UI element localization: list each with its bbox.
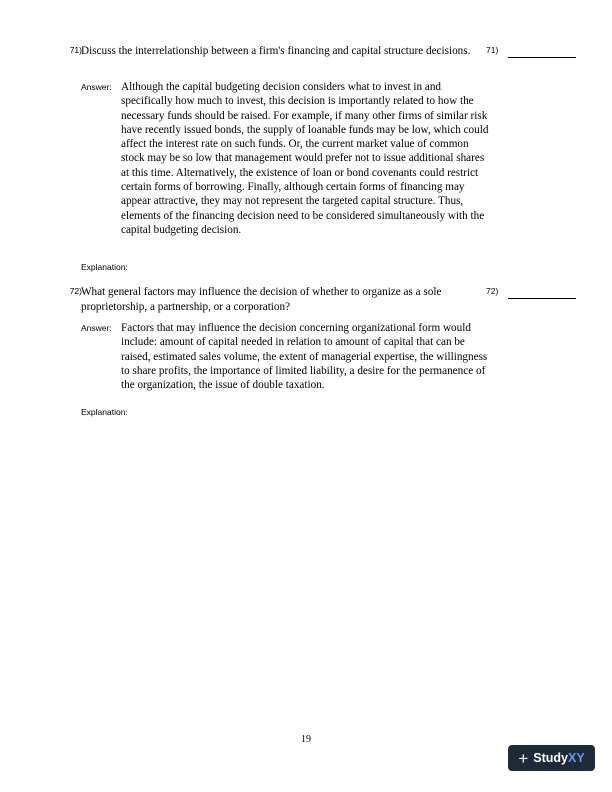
question-number: 71) xyxy=(69,45,82,55)
question-text: What general factors may influence the decision of whether to organize as a sole proprietorship, a partnership, or a corporation? xyxy=(81,286,442,313)
answer-ref-number: 71) xyxy=(486,45,499,55)
answer-ref-number: 72) xyxy=(486,286,499,296)
question-number: 72) xyxy=(69,286,82,296)
answer-blank-line xyxy=(508,57,576,58)
question-text: Discuss the interrelationship between a firm's financing and capital structure decisions. xyxy=(81,45,471,57)
page-number: 19 xyxy=(301,734,311,745)
studyxy-badge[interactable] xyxy=(508,745,595,771)
brand-prefix: Study xyxy=(533,751,568,765)
answer-blank-line xyxy=(508,298,576,299)
answer-text: Although the capital budgeting decision considers what to invest in and specifically how much to invest, this decision is importantly related to how the necessary funds should be raised. For example, if many other firms of similar risk have recently issued bonds, the supply of loanable funds may be low, which could affect the interest rate on such funds. Or, the current market value of common stock may be so low that management would prefer not to issue additional shares at this time. Alternatively, the existence of loan or bond covenants could restrict certain forms of borrowing. Finally, although certain forms of financing may appear attractive, they may not represent the targeted capital structure. Thus, elements of the financing decision need to be considered simultaneously with the capital budgeting decision. xyxy=(121,81,489,236)
brand-suffix: XY xyxy=(567,751,585,765)
plus-icon: + xyxy=(518,748,529,768)
explanation-label: Explanation: xyxy=(81,407,128,417)
answer-text: Factors that may influence the decision concerning organizational form would include: amount of capital needed in relation to amount of capital that can be raised, estimated sales volume, the extent of managerial expertise, the willingness to share profits, the importance of limited liability, a desire for the permanence of the organization, the issue of double taxation. xyxy=(121,322,488,392)
answer-label: Answer: xyxy=(81,323,112,333)
answer-label: Answer: xyxy=(81,82,112,92)
explanation-label: Explanation: xyxy=(81,262,128,272)
